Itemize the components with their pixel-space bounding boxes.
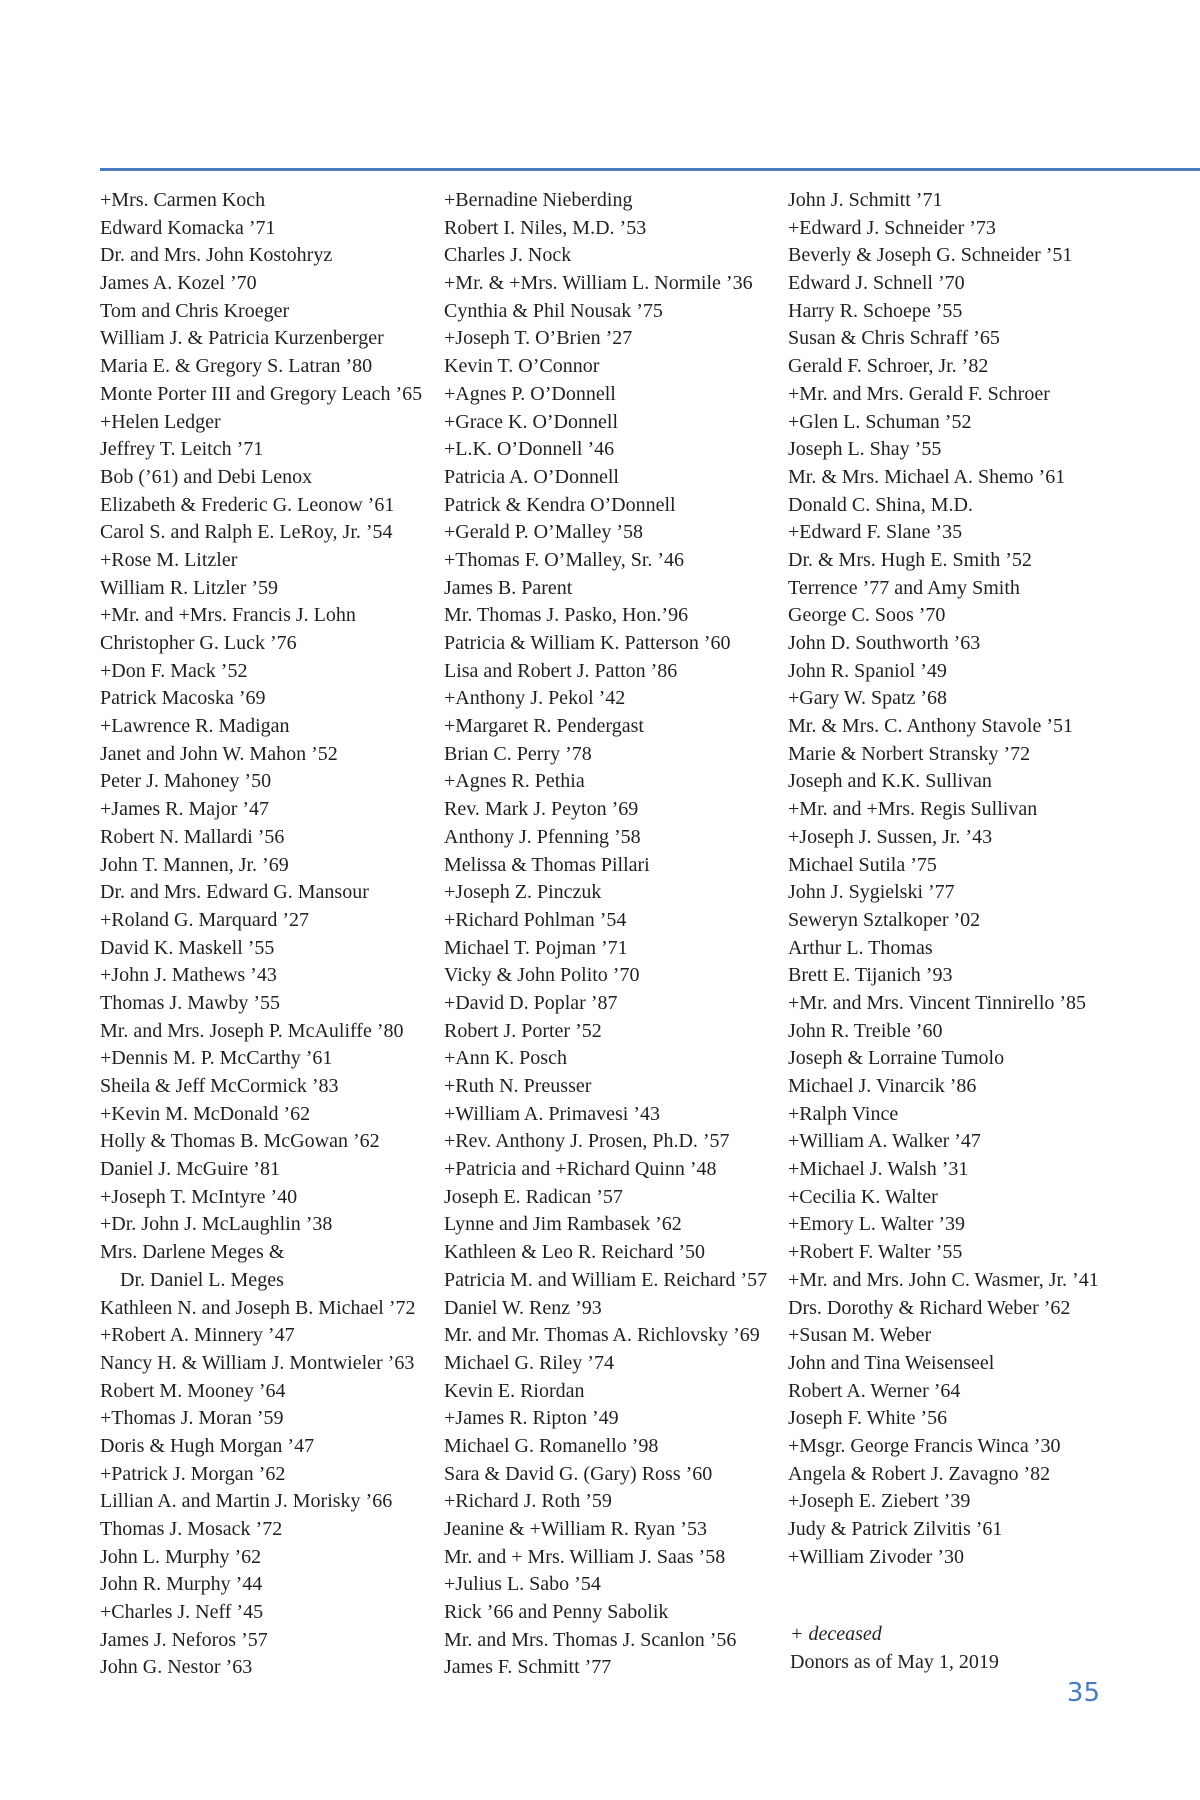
donor-name: +Mr. and Mrs. Vincent Tinnirello ’85 — [788, 991, 1087, 1014]
donor-name: Kevin E. Riordan — [444, 1379, 585, 1402]
donor-name: Lisa and Robert J. Patton ’86 — [444, 659, 678, 682]
donor-name: +Edward F. Slane ’35 — [788, 521, 963, 544]
donor-name: Terrence ’77 and Amy Smith — [788, 576, 1020, 599]
donor-name: Robert I. Niles, M.D. ’53 — [444, 216, 647, 239]
donor-name: +Anthony J. Pekol ’42 — [444, 687, 626, 710]
donor-name: +Dennis M. P. McCarthy ’61 — [100, 1047, 333, 1070]
donor-name: Dr. Daniel L. Meges — [120, 1268, 284, 1291]
donor-name: Thomas J. Mosack ’72 — [100, 1518, 283, 1540]
donor-name: +Patricia and +Richard Quinn ’48 — [444, 1158, 717, 1181]
donor-name: +Agnes R. Pethia — [444, 770, 585, 793]
deceased-legend: + deceased — [790, 1623, 882, 1645]
donor-name: Harry R. Schoepe ’55 — [788, 299, 963, 322]
donor-name: William J. & Patricia Kurzenberger — [100, 327, 384, 350]
donor-name: +Joseph J. Sussen, Jr. ’43 — [788, 825, 993, 848]
donor-name: +Michael J. Walsh ’31 — [788, 1158, 969, 1181]
donor-name: +Mr. & +Mrs. William L. Normile ’36 — [444, 272, 753, 295]
donor-name: Mrs. Darlene Meges & — [100, 1241, 285, 1264]
donor-name: +Margaret R. Pendergast — [444, 715, 644, 738]
donor-name: +Edward J. Schneider ’73 — [788, 216, 996, 239]
donor-name: Marie & Norbert Stransky ’72 — [788, 742, 1031, 765]
donor-name: +Cecilia K. Walter — [788, 1185, 938, 1208]
donor-name: Robert J. Porter ’52 — [444, 1019, 602, 1042]
donor-name: Joseph E. Radican ’57 — [444, 1185, 623, 1208]
donor-name: Sara & David G. (Gary) Ross ’60 — [444, 1462, 713, 1485]
donor-name: Joseph F. White ’56 — [788, 1407, 948, 1430]
donor-name: Michael G. Romanello ’98 — [444, 1434, 659, 1457]
donor-name: +William Zivoder ’30 — [788, 1545, 964, 1568]
donor-name: John L. Murphy ’62 — [100, 1545, 262, 1568]
donor-name: Beverly & Joseph G. Schneider ’51 — [788, 244, 1073, 267]
donor-name: Carol S. and Ralph E. LeRoy, Jr. ’54 — [100, 521, 393, 544]
donor-column-1 — [100, 187, 430, 1682]
donor-name: Kathleen N. and Joseph B. Michael ’72 — [100, 1296, 416, 1319]
donor-name: +Thomas F. O’Malley, Sr. ’46 — [444, 548, 685, 571]
donor-name: +Rose M. Litzler — [100, 548, 238, 571]
donor-name: Michael Sutila ’75 — [788, 853, 937, 876]
donor-name: Anthony J. Pfenning ’58 — [444, 825, 641, 848]
donor-column-2 — [444, 187, 774, 1682]
donor-name: +Ann K. Posch — [444, 1047, 567, 1070]
donor-name: James A. Kozel ’70 — [100, 272, 257, 295]
donor-name: +Mr. and Mrs. John C. Wasmer, Jr. ’41 — [788, 1268, 1099, 1291]
donor-name: +Joseph T. McIntyre ’40 — [100, 1185, 298, 1208]
donor-name: John R. Murphy ’44 — [100, 1573, 263, 1596]
donor-name: Cynthia & Phil Nousak ’75 — [444, 299, 663, 322]
donor-name: +Kevin M. McDonald ’62 — [100, 1102, 311, 1125]
donor-name: Edward Komacka ’71 — [100, 216, 276, 239]
donor-name: John G. Nestor ’63 — [100, 1656, 253, 1679]
donor-name: William R. Litzler ’59 — [100, 576, 279, 599]
header-rule — [100, 168, 1200, 171]
donor-name: James J. Neforos ’57 — [100, 1628, 268, 1651]
donor-name: +Susan M. Weber — [788, 1324, 932, 1347]
donor-name: John R. Treible ’60 — [788, 1019, 943, 1042]
donor-name: Michael G. Riley ’74 — [444, 1351, 614, 1374]
donor-name: John J. Schmitt ’71 — [788, 189, 943, 211]
donor-name: Doris & Hugh Morgan ’47 — [100, 1434, 315, 1457]
donor-name: Arthur L. Thomas — [788, 936, 933, 959]
donor-name: James F. Schmitt ’77 — [444, 1656, 612, 1679]
donor-name: Joseph and K.K. Sullivan — [788, 770, 992, 793]
donor-name: +Helen Ledger — [100, 410, 221, 433]
donor-name: Patricia A. O’Donnell — [444, 465, 619, 488]
legend — [790, 1620, 999, 1676]
donor-name: +Roland G. Marquard ’27 — [100, 908, 310, 931]
donor-name: +William A. Primavesi ’43 — [444, 1102, 661, 1125]
donor-name: Elizabeth & Frederic G. Leonow ’61 — [100, 493, 395, 516]
donor-name: Mr. & Mrs. Michael A. Shemo ’61 — [788, 465, 1066, 488]
donor-name: Joseph L. Shay ’55 — [788, 438, 942, 461]
donor-name: Gerald F. Schroer, Jr. ’82 — [788, 355, 989, 378]
donor-name: +Patrick J. Morgan ’62 — [100, 1462, 286, 1485]
donor-name: Robert N. Mallardi ’56 — [100, 825, 285, 848]
donor-name: Jeffrey T. Leitch ’71 — [100, 438, 264, 461]
donor-name: +Agnes P. O’Donnell — [444, 382, 616, 405]
donor-name: +Ruth N. Preusser — [444, 1075, 592, 1097]
donor-name: +Mr. and +Mrs. Regis Sullivan — [788, 798, 1038, 821]
donor-name: Mr. and Mrs. Joseph P. McAuliffe ’80 — [100, 1019, 404, 1042]
donor-name: Monte Porter III and Gregory Leach ’65 — [100, 382, 423, 405]
donor-name: +Gary W. Spatz ’68 — [788, 687, 948, 710]
donor-name: Patricia M. and William E. Reichard ’57 — [444, 1268, 768, 1291]
donor-name: +Msgr. George Francis Winca ’30 — [788, 1434, 1061, 1457]
donor-name: +Robert A. Minnery ’47 — [100, 1324, 295, 1347]
donor-name: Nancy H. & William J. Montwieler ’63 — [100, 1351, 415, 1374]
donor-name: John T. Mannen, Jr. ’69 — [100, 853, 289, 876]
donor-name: John D. Southworth ’63 — [788, 632, 981, 654]
donors-date-note: Donors as of May 1, 2019 — [790, 1651, 999, 1673]
donor-name: Rev. Mark J. Peyton ’69 — [444, 798, 639, 821]
donor-name: +Lawrence R. Madigan — [100, 715, 290, 738]
donor-name: +Joseph E. Ziebert ’39 — [788, 1490, 971, 1513]
donor-name: Seweryn Sztalkoper ’02 — [788, 908, 981, 931]
donor-name: Dr. and Mrs. John Kostohryz — [100, 244, 333, 267]
donor-name: +Rev. Anthony J. Prosen, Ph.D. ’57 — [444, 1130, 730, 1153]
donor-name: Kevin T. O’Connor — [444, 355, 600, 378]
donor-name: +David D. Poplar ’87 — [444, 991, 618, 1014]
donor-name: Kathleen & Leo R. Reichard ’50 — [444, 1241, 706, 1264]
donor-name: Donald C. Shina, M.D. — [788, 493, 973, 516]
donor-name: Patricia & William K. Patterson ’60 — [444, 632, 731, 654]
donor-name: Jeanine & +William R. Ryan ’53 — [444, 1518, 707, 1540]
donor-name: +Don F. Mack ’52 — [100, 659, 248, 682]
donor-name: +James R. Major ’47 — [100, 798, 270, 821]
donor-name: +Glen L. Schuman ’52 — [788, 410, 972, 433]
donor-name: Thomas J. Mawby ’55 — [100, 991, 280, 1014]
donor-name: +Dr. John J. McLaughlin ’38 — [100, 1213, 333, 1236]
donor-name: Brian C. Perry ’78 — [444, 742, 592, 765]
donor-name: Tom and Chris Kroeger — [100, 299, 290, 322]
donor-name: Angela & Robert J. Zavagno ’82 — [788, 1462, 1051, 1485]
donor-name: +Julius L. Sabo ’54 — [444, 1573, 601, 1596]
donor-name: Brett E. Tijanich ’93 — [788, 964, 953, 987]
donor-name: Dr. and Mrs. Edward G. Mansour — [100, 881, 369, 904]
donor-name: George C. Soos ’70 — [788, 604, 946, 627]
donor-name: Robert A. Werner ’64 — [788, 1379, 961, 1402]
donor-name: John J. Sygielski ’77 — [788, 881, 955, 904]
donor-name: +Robert F. Walter ’55 — [788, 1241, 963, 1264]
donor-name: Patrick & Kendra O’Donnell — [444, 493, 676, 516]
donor-name: Sheila & Jeff McCormick ’83 — [100, 1075, 339, 1097]
donor-name: +Joseph T. O’Brien ’27 — [444, 327, 633, 350]
donor-name: +Emory L. Walter ’39 — [788, 1213, 966, 1236]
donor-name: John R. Spaniol ’49 — [788, 659, 947, 682]
donor-name: Mr. and Mr. Thomas A. Richlovsky ’69 — [444, 1324, 760, 1347]
donor-name: +L.K. O’Donnell ’46 — [444, 438, 615, 461]
donor-column-3 — [788, 187, 1118, 1571]
donor-name: +Charles J. Neff ’45 — [100, 1601, 264, 1624]
donor-name: Peter J. Mahoney ’50 — [100, 770, 272, 793]
donor-name: Christopher G. Luck ’76 — [100, 632, 297, 654]
page-number: 35 — [1066, 1678, 1100, 1708]
donor-name: Mr. and Mrs. Thomas J. Scanlon ’56 — [444, 1628, 737, 1651]
donor-name: Lynne and Jim Rambasek ’62 — [444, 1213, 682, 1236]
donor-name: +Grace K. O’Donnell — [444, 410, 618, 433]
donor-name: +Richard J. Roth ’59 — [444, 1490, 612, 1513]
donor-name: Bob (’61) and Debi Lenox — [100, 465, 313, 488]
donor-name: Drs. Dorothy & Richard Weber ’62 — [788, 1296, 1071, 1319]
donor-name: +Bernadine Nieberding — [444, 189, 633, 211]
donor-name: +James R. Ripton ’49 — [444, 1407, 619, 1430]
donor-name: Daniel J. McGuire ’81 — [100, 1158, 280, 1181]
donor-name: Daniel W. Renz ’93 — [444, 1296, 602, 1319]
donor-name: Vicky & John Polito ’70 — [444, 964, 640, 987]
donor-name: Robert M. Mooney ’64 — [100, 1379, 286, 1402]
donor-name: Michael J. Vinarcik ’86 — [788, 1075, 977, 1097]
donor-name: Dr. & Mrs. Hugh E. Smith ’52 — [788, 548, 1032, 571]
donor-name: Melissa & Thomas Pillari — [444, 853, 650, 876]
donor-name: +Mr. and Mrs. Gerald F. Schroer — [788, 382, 1050, 405]
donor-name: Michael T. Pojman ’71 — [444, 936, 628, 959]
donor-name: Joseph & Lorraine Tumolo — [788, 1047, 1005, 1070]
donor-name: Mr. and + Mrs. William J. Saas ’58 — [444, 1545, 726, 1568]
donor-name: +Joseph Z. Pinczuk — [444, 881, 602, 904]
donor-name: +Ralph Vince — [788, 1102, 899, 1125]
donor-name: John and Tina Weisenseel — [788, 1351, 995, 1374]
donor-name: +Mrs. Carmen Koch — [100, 189, 266, 211]
donor-name: Maria E. & Gregory S. Latran ’80 — [100, 355, 373, 378]
donor-name: David K. Maskell ’55 — [100, 936, 275, 959]
donor-name: +William A. Walker ’47 — [788, 1130, 981, 1153]
donor-name: +Gerald P. O’Malley ’58 — [444, 521, 644, 544]
donor-name: Lillian A. and Martin J. Morisky ’66 — [100, 1490, 393, 1513]
donor-name: Edward J. Schnell ’70 — [788, 272, 965, 295]
donor-name: +John J. Mathews ’43 — [100, 964, 277, 987]
donor-name: Patrick Macoska ’69 — [100, 687, 266, 710]
donor-name: Holly & Thomas B. McGowan ’62 — [100, 1130, 380, 1153]
donor-name: +Thomas J. Moran ’59 — [100, 1407, 284, 1430]
donor-name: Charles J. Nock — [444, 244, 572, 267]
donor-name: Rick ’66 and Penny Sabolik — [444, 1601, 669, 1624]
donor-name: +Richard Pohlman ’54 — [444, 908, 627, 931]
donor-name: Mr. Thomas J. Pasko, Hon.’96 — [444, 604, 689, 627]
donor-name: James B. Parent — [444, 576, 573, 599]
donor-name: Janet and John W. Mahon ’52 — [100, 742, 338, 765]
donor-name: +Mr. and +Mrs. Francis J. Lohn — [100, 604, 356, 627]
donor-name: Mr. & Mrs. C. Anthony Stavole ’51 — [788, 715, 1074, 738]
donor-name: Judy & Patrick Zilvitis ’61 — [788, 1518, 1003, 1540]
donor-name: Susan & Chris Schraff ’65 — [788, 327, 1000, 350]
